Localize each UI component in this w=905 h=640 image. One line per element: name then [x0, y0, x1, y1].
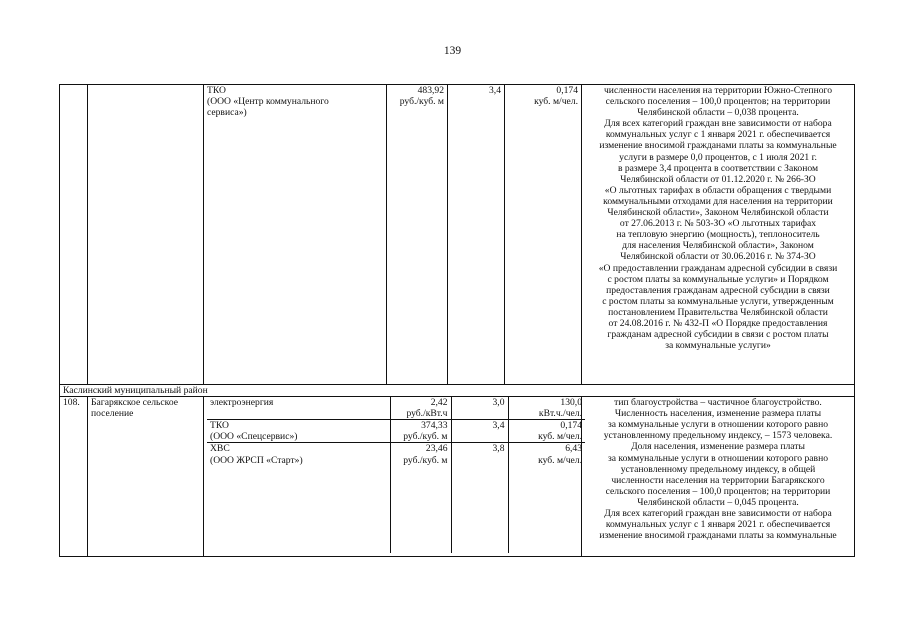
note-line: коммунальных услуг с 1 января 2021 г. обеспечивается [605, 519, 831, 531]
note-line: предоставления гражданам адресной субсидии в связи [606, 284, 830, 296]
note-line: сельского поселения – 100,0 процентов; на территории [605, 485, 831, 497]
norm-value: 0,174 [556, 85, 578, 96]
norm-unit: куб. м/чел. [534, 96, 578, 108]
district-row [60, 385, 855, 397]
note-line: установленному предельному индексу, в общей [620, 463, 816, 475]
note-line: от 24.08.2016 г. № 432-П «О Порядке предоставления [608, 317, 828, 329]
service-row-electricity [207, 397, 585, 420]
tariff-value: 2,42 [430, 397, 448, 409]
tariff-unit: руб./куб. м [403, 454, 448, 466]
services-block [204, 397, 582, 557]
note-line: в размере 3,4 процента в соответствии с Законом [617, 162, 819, 174]
norm-value: 130,0 [560, 397, 582, 409]
note-line: коммунальных услуг с 1 января 2021 г. обеспечивается [605, 129, 831, 141]
cell-number [60, 85, 88, 385]
cell-note [582, 85, 855, 385]
note-line: изменение вносимой гражданами платы за коммунальные [599, 530, 837, 542]
cell-norm [505, 85, 582, 385]
cell-rate [451, 443, 508, 553]
tariff-unit: руб./куб. м [399, 96, 444, 108]
tariff-value: 23,46 [425, 443, 448, 455]
norm-unit: кВт.ч./чел. [538, 408, 582, 420]
note-line: за коммунальные услуги» [665, 340, 771, 352]
norm-unit: куб. м/чел. [538, 454, 582, 466]
settlement-name-line: Багарякское сельское [91, 397, 178, 409]
cell-norm [508, 443, 585, 553]
table-row-continuation [60, 85, 855, 385]
service-name-line: ТКО [210, 420, 229, 432]
note-line: Для всех категорий граждан вне зависимости от набора [604, 508, 832, 520]
note-line: для населения Челябинской области», Законом [622, 240, 814, 252]
note-line: Для всех категорий граждан вне зависимости от набора [604, 118, 832, 130]
note-line: постановлением Правительства Челябинской области [608, 306, 828, 318]
note-line: Челябинской области», Законом Челябинской области [607, 207, 829, 219]
cell-tariff [390, 443, 451, 553]
cell-rate [448, 85, 505, 385]
note-line: Челябинской области – 0,045 процента. [637, 496, 799, 508]
cell-note [582, 397, 855, 557]
note-line: установленному предельному индексу, – 1573 человека. [603, 430, 833, 442]
note-line: услуги в размере 0,0 процентов, с 1 июля 2021 г. [619, 151, 817, 163]
service-row-tko [207, 420, 585, 443]
service-name-line: (ООО «Спецсервис») [210, 431, 298, 443]
rate-value: 3,0 [492, 397, 505, 409]
settlement-name-line: поселение [91, 408, 134, 420]
cell-settlement [88, 85, 204, 385]
tariff-unit: руб./куб. м [403, 431, 448, 443]
cell-rate [451, 420, 508, 443]
note-line: Челябинской области от 01.12.2020 г. № 266-ЗО [620, 173, 816, 185]
note-line: Челябинской области – 0,038 процента. [637, 107, 799, 119]
note-line: Численность населения, изменение размера платы [614, 408, 822, 420]
note-line: численности населения на территории Багарякского [611, 474, 825, 486]
note-line: «О предоставлении гражданам адресной субсидии в связи [598, 262, 838, 274]
cell-service [204, 85, 387, 385]
service-name-line: сервиса») [207, 107, 247, 119]
note-line: «О льготных тарифах в области обращения с твердыми [604, 184, 832, 196]
note-line: с ростом платы за коммунальные услуги, утвержденным [602, 295, 834, 307]
note-line: тип благоустройства – частичное благоустройство. [614, 397, 822, 409]
rate-value: 3,8 [492, 443, 505, 455]
service-name-line: (ООО ЖРСП «Старт») [210, 454, 303, 466]
service-name-line: электроэнергия [210, 397, 274, 409]
rate-value: 3,4 [492, 420, 505, 432]
note-line: коммунальными отходами для населения на территории [603, 195, 833, 207]
norm-unit: куб. м/чел. [538, 431, 582, 443]
service-name-line: ХВС [210, 443, 230, 455]
note-line: за коммунальные услуги в отношении которого равно [607, 419, 829, 431]
cell-settlement [88, 397, 204, 557]
cell-tariff [390, 420, 451, 443]
service-name-line: (ООО «Центр коммунального [207, 96, 329, 108]
cell-norm [508, 420, 585, 443]
cell-tariff [387, 85, 448, 385]
tariff-value: 483,92 [417, 85, 444, 96]
cell-rate [451, 397, 508, 420]
note-line: с ростом платы за коммунальные услуги» и Порядком [607, 273, 829, 285]
tariff-table [59, 84, 855, 557]
service-name-line: ТКО [207, 85, 226, 96]
rate-value: 3,4 [489, 85, 501, 96]
note-line: на тепловую энергию (мощность), теплоноситель [616, 229, 820, 241]
note-line: численности населения на территории Южно-Степного [603, 85, 832, 96]
service-row-water [207, 443, 585, 553]
services-table [207, 397, 585, 553]
page-number: 139 [443, 45, 462, 57]
tariff-value: 374,33 [421, 420, 448, 432]
cell-number [60, 397, 88, 557]
note-line: Доля населения, изменение размера платы [631, 441, 805, 453]
note-line: сельского поселения – 100,0 процентов; на территории [605, 96, 831, 108]
note-line: от 27.06.2013 г. № 503-ЗО «О льготных тарифах [619, 218, 817, 230]
norm-value: 6,43 [565, 443, 582, 455]
district-name: Каслинский муниципальный район [60, 385, 855, 397]
service-name [207, 397, 390, 420]
note-line: Челябинской области от 30.06.2016 г. № 374-ЗО [620, 251, 816, 263]
norm-value: 0,174 [560, 420, 582, 432]
service-name [207, 443, 390, 553]
service-name [207, 420, 390, 443]
note-line: гражданам адресной субсидии в связи с ростом платы [607, 329, 829, 341]
cell-tariff [390, 397, 451, 420]
note-line: изменение вносимой гражданами платы за коммунальные [599, 140, 837, 152]
tariff-unit: руб./кВт.ч [406, 408, 448, 420]
row-number: 108. [63, 397, 80, 409]
note-line: за коммунальные услуги в отношении которого равно [607, 452, 829, 464]
cell-norm [508, 397, 585, 420]
table-row-108 [60, 397, 855, 557]
